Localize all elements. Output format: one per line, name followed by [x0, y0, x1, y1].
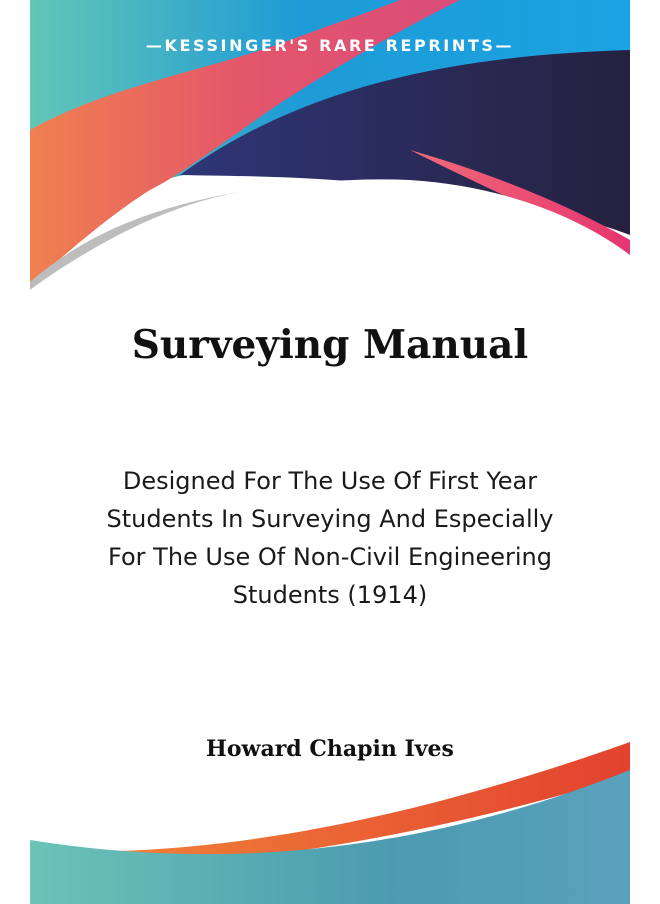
book-title: Surveying Manual: [131, 322, 529, 368]
book-cover: [30, 0, 630, 904]
cover-wave-artwork: [30, 0, 630, 904]
book-author: Howard Chapin Ives: [206, 736, 454, 762]
publisher-banner: —KESSINGER'S RARE REPRINTS—: [145, 36, 515, 55]
book-subtitle: Designed For The Use Of First Year Students In Surveying And Especially For The Use Of Non-Civil Engineering Students (1914): [106, 467, 554, 609]
